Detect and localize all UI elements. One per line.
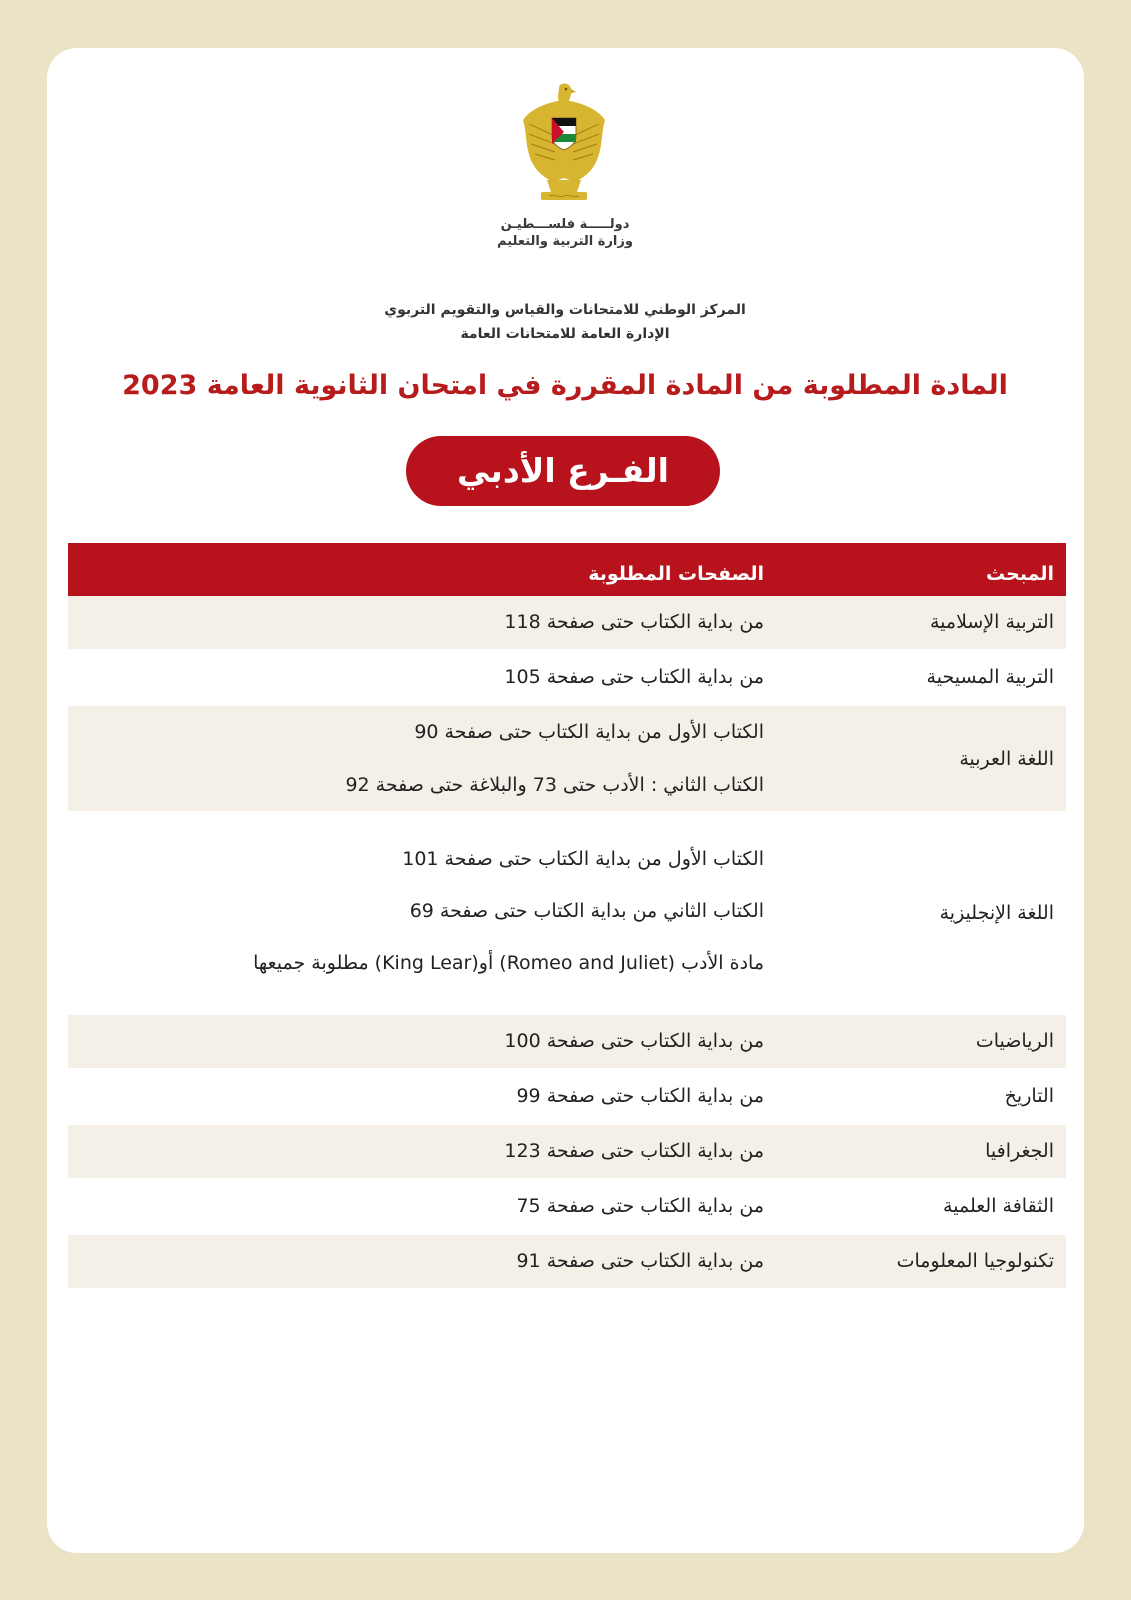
pages-line: الكتاب الثاني : الأدب حتى 73 والبلاغة حتى صفحة 92 — [345, 774, 764, 796]
ministry-name: وزارة التربية والتعليم — [497, 234, 633, 249]
state-name: دولـــــة فلســـطيـن — [500, 217, 630, 232]
pages-line: من بداية الكتاب حتى صفحة 100 — [504, 1030, 764, 1052]
pages-line: من بداية الكتاب حتى صفحة 75 — [516, 1195, 764, 1217]
table-row — [68, 1178, 1066, 1233]
table-row — [68, 649, 1066, 704]
subject-cell: الجغرافيا — [985, 1140, 1054, 1162]
syllabus-table — [68, 543, 1066, 1288]
pages-line: الكتاب الأول من بداية الكتاب حتى صفحة 90 — [414, 721, 764, 743]
pages-line: الكتاب الأول من بداية الكتاب حتى صفحة 101 — [402, 848, 764, 870]
table-row — [68, 1233, 1066, 1288]
pages-cell — [84, 1180, 764, 1233]
subject-cell — [824, 813, 1054, 1013]
pages-cell — [84, 651, 764, 704]
table-header-row — [68, 543, 1066, 596]
palestine-eagle-emblem-icon — [519, 80, 609, 206]
pages-cell — [84, 1070, 764, 1123]
pages-line: من بداية الكتاب حتى صفحة 123 — [504, 1140, 764, 1162]
subject-cell: التاريخ — [1004, 1085, 1054, 1107]
table-body — [68, 596, 1066, 1288]
table-row — [68, 1068, 1066, 1123]
pages-line: من بداية الكتاب حتى صفحة 91 — [516, 1250, 764, 1272]
pages-line: من بداية الكتاب حتى صفحة 118 — [504, 611, 764, 633]
table-row — [68, 704, 1066, 811]
pages-cell — [84, 1235, 764, 1288]
page-title: المادة المطلوبة من المادة المقررة في امتحان الثانوية العامة 2023 — [122, 370, 1008, 401]
subject-cell: التربية المسيحية — [926, 666, 1054, 688]
header-subject: المبحث — [986, 563, 1054, 585]
pages-line: الكتاب الثاني من بداية الكتاب حتى صفحة 69 — [409, 900, 764, 922]
pages-cell — [84, 706, 764, 812]
subject-label: اللغة العربية — [959, 747, 1054, 770]
subject-cell: الرياضيات — [975, 1030, 1054, 1052]
table-row — [68, 811, 1066, 1013]
header-pages: الصفحات المطلوبة — [588, 563, 764, 585]
ministry-header — [440, 216, 690, 250]
branch-badge: الفـرع الأدبي — [406, 436, 720, 506]
subject-cell: تكنولوجيا المعلومات — [896, 1250, 1054, 1272]
table-row — [68, 1013, 1066, 1068]
department-name: الإدارة العامة للامتحانات العامة — [460, 326, 670, 342]
pages-line: من بداية الكتاب حتى صفحة 105 — [504, 666, 764, 688]
pages-cell — [84, 1015, 764, 1068]
table-row — [68, 596, 1066, 649]
center-name: المركز الوطني للامتحانات والقياس والتقويم التربوي — [384, 302, 746, 318]
subject-cell — [824, 706, 1054, 811]
pages-line: مادة الأدب (Romeo and Juliet) أو(King Lear) مطلوبة جميعها — [253, 952, 764, 974]
center-header — [250, 298, 880, 346]
subject-cell: الثقافة العلمية — [943, 1195, 1054, 1217]
pages-line: من بداية الكتاب حتى صفحة 99 — [516, 1085, 764, 1107]
table-row — [68, 1123, 1066, 1178]
subject-label: اللغة الإنجليزية — [939, 902, 1054, 924]
pages-cell — [84, 596, 764, 649]
pages-cell — [84, 1125, 764, 1178]
subject-cell: التربية الإسلامية — [929, 611, 1054, 633]
